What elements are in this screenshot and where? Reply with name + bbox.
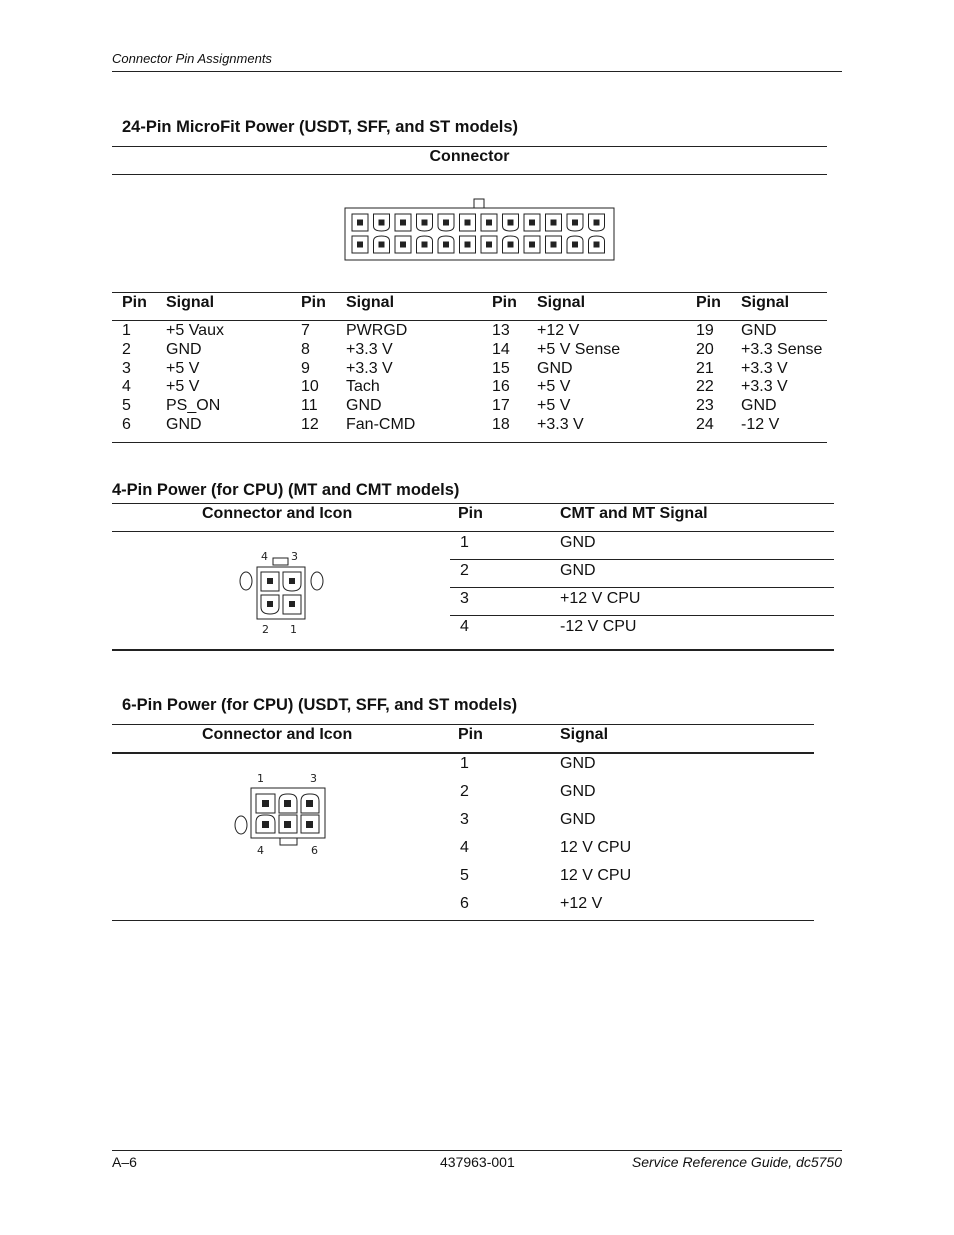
signal-column bbox=[166, 322, 224, 435]
table-rule bbox=[112, 649, 834, 651]
signal-value: +3.3 V bbox=[537, 415, 584, 433]
signal-value: +5 V bbox=[166, 359, 200, 377]
signal-value: +5 V Sense bbox=[537, 340, 621, 358]
section-title-24pin: 24-Pin MicroFit Power (USDT, SFF, and ST models) bbox=[122, 118, 519, 136]
table-rule bbox=[112, 503, 834, 504]
pin-number: 8 bbox=[301, 340, 310, 358]
pin-label: 4 bbox=[257, 844, 264, 857]
signal-value: +3.3 V bbox=[741, 378, 788, 396]
signal-value: +12 V CPU bbox=[560, 590, 641, 607]
pin-label: 1 bbox=[290, 623, 297, 636]
guide-title: Service Reference Guide, dc5750 bbox=[631, 1154, 842, 1170]
pin-number: 22 bbox=[696, 378, 714, 396]
row-rule bbox=[450, 559, 834, 560]
pin-contact bbox=[508, 220, 514, 226]
pin-number: 23 bbox=[696, 397, 714, 415]
pin-number: 2 bbox=[122, 340, 131, 358]
pin-contact bbox=[572, 220, 578, 226]
col-header-connector: Connector and Icon bbox=[202, 505, 353, 522]
pin-contact bbox=[400, 220, 406, 226]
pin-contact bbox=[508, 242, 514, 248]
col-header-pin: Pin bbox=[458, 726, 483, 743]
signal-value: GND bbox=[560, 783, 596, 800]
signal-value: +12 V bbox=[560, 895, 603, 912]
signal-column bbox=[741, 322, 822, 435]
pin-contact bbox=[486, 220, 492, 226]
row-rule bbox=[450, 615, 834, 616]
pin-number: 3 bbox=[122, 359, 131, 377]
pin-contact bbox=[594, 220, 600, 226]
pin-contact bbox=[357, 220, 363, 226]
signal-value: GND bbox=[346, 397, 382, 415]
footer-rule bbox=[112, 1150, 842, 1151]
pin-number: 13 bbox=[492, 322, 510, 339]
col-header-signal: Signal bbox=[560, 726, 609, 743]
pin-label: 3 bbox=[291, 550, 298, 563]
pin-label: 4 bbox=[261, 550, 268, 563]
pin-contact bbox=[443, 220, 449, 226]
signal-value: +3.3 V bbox=[346, 340, 393, 358]
col-header-pin: Pin bbox=[696, 294, 721, 311]
pin-number: 2 bbox=[460, 562, 469, 579]
signal-value: GND bbox=[537, 359, 573, 377]
signal-value: PS_ON bbox=[166, 397, 221, 415]
pin-number: 10 bbox=[301, 378, 319, 396]
connector-24pin-diagram bbox=[344, 197, 616, 263]
running-head: Connector Pin Assignments bbox=[112, 51, 272, 66]
pin-contact bbox=[486, 242, 492, 248]
signal-value: GND bbox=[560, 562, 596, 579]
signal-value: GND bbox=[741, 397, 777, 415]
pin-number: 4 bbox=[460, 618, 469, 635]
pin-number: 7 bbox=[301, 322, 310, 339]
pin-label: 2 bbox=[262, 623, 269, 636]
table-rule bbox=[112, 442, 827, 443]
page-number: A–6 bbox=[112, 1154, 137, 1170]
pin-number: 18 bbox=[492, 415, 510, 433]
signal-value: +3.3 V bbox=[346, 359, 393, 377]
pin-number: 1 bbox=[460, 534, 469, 551]
col-header-connector: Connector and Icon bbox=[202, 726, 353, 743]
pin-number: 3 bbox=[460, 811, 469, 828]
col-header-signal: CMT and MT Signal bbox=[560, 505, 708, 522]
signal-value: +5 V bbox=[537, 378, 571, 396]
section-title-6pin: 6-Pin Power (for CPU) (USDT, SFF, and ST models) bbox=[122, 696, 518, 714]
pin-contact bbox=[551, 242, 557, 248]
pin-contact bbox=[594, 242, 600, 248]
row-rule bbox=[450, 587, 834, 588]
signal-column bbox=[346, 322, 415, 435]
pin-number: 24 bbox=[696, 415, 714, 433]
connector-4pin-icon bbox=[236, 548, 328, 638]
pin-number: 15 bbox=[492, 359, 510, 377]
header-rule bbox=[112, 71, 842, 72]
pin-number: 1 bbox=[122, 322, 131, 339]
col-header-signal: Signal bbox=[537, 294, 586, 311]
pin-contact bbox=[422, 220, 428, 226]
col-header-pin: Pin bbox=[122, 294, 147, 311]
pin-contact bbox=[443, 242, 449, 248]
pin-contact bbox=[551, 220, 557, 226]
col-header-signal: Signal bbox=[346, 294, 395, 311]
pin-number: 3 bbox=[460, 590, 469, 607]
signal-value: +3.3 Sense bbox=[741, 340, 823, 358]
signal-value: GND bbox=[560, 534, 596, 551]
pin-number: 20 bbox=[696, 340, 714, 358]
signal-value: +5 Vaux bbox=[166, 322, 224, 339]
pin-contact bbox=[379, 220, 385, 226]
pin-contact bbox=[465, 242, 471, 248]
pin-contact bbox=[400, 242, 406, 248]
part-number: 437963-001 bbox=[440, 1154, 515, 1170]
pin-number: 6 bbox=[460, 895, 469, 912]
pin-number: 5 bbox=[460, 867, 469, 884]
col-header-pin: Pin bbox=[301, 294, 326, 311]
signal-value: GND bbox=[560, 755, 596, 772]
pin-column bbox=[301, 322, 319, 435]
pin-number: 19 bbox=[696, 322, 714, 339]
pin-number: 21 bbox=[696, 359, 714, 377]
pin-number: 17 bbox=[492, 397, 510, 415]
signal-value: PWRGD bbox=[346, 322, 408, 339]
pin-contact bbox=[529, 242, 535, 248]
pin-number: 9 bbox=[301, 359, 310, 377]
table-rule bbox=[112, 320, 827, 321]
table-rule bbox=[112, 146, 827, 147]
pin-number: 4 bbox=[460, 839, 469, 856]
table-rule bbox=[112, 292, 827, 293]
col-header-pin: Pin bbox=[492, 294, 517, 311]
pin-column bbox=[122, 322, 131, 435]
pin-contact bbox=[357, 242, 363, 248]
signal-value: GND bbox=[166, 415, 202, 433]
signal-column bbox=[537, 322, 620, 435]
pin-contact bbox=[465, 220, 471, 226]
pin-number: 14 bbox=[492, 340, 510, 358]
pin-contact bbox=[422, 242, 428, 248]
pin-number: 1 bbox=[460, 755, 469, 772]
pin-column bbox=[492, 322, 510, 435]
col-header-signal: Signal bbox=[741, 294, 790, 311]
pin-number: 12 bbox=[301, 415, 319, 433]
table-rule bbox=[112, 531, 834, 532]
pin-number: 16 bbox=[492, 378, 510, 396]
signal-value: Fan-CMD bbox=[346, 415, 416, 433]
table-rule bbox=[112, 752, 814, 754]
connector-header: Connector bbox=[429, 148, 510, 165]
section-title-4pin: 4-Pin Power (for CPU) (MT and CMT models) bbox=[112, 481, 460, 499]
pin-number: 6 bbox=[122, 415, 131, 433]
table-rule bbox=[112, 174, 827, 175]
pin-column bbox=[696, 322, 714, 435]
table-rule bbox=[112, 920, 814, 921]
col-header-signal: Signal bbox=[166, 294, 215, 311]
signal-value: Tach bbox=[346, 378, 380, 396]
pin-number: 4 bbox=[122, 378, 131, 396]
signal-value: -12 V CPU bbox=[560, 618, 637, 635]
signal-value: GND bbox=[560, 811, 596, 828]
signal-value: +3.3 V bbox=[741, 359, 788, 377]
signal-value: +5 V bbox=[166, 378, 200, 396]
signal-value: +12 V bbox=[537, 322, 580, 339]
col-header-pin: Pin bbox=[458, 505, 483, 522]
pin-number: 11 bbox=[301, 397, 318, 415]
table-rule bbox=[112, 724, 814, 725]
pin-number: 2 bbox=[460, 783, 469, 800]
signal-value: GND bbox=[166, 340, 202, 358]
pin-contact bbox=[379, 242, 385, 248]
signal-value: +5 V bbox=[537, 397, 571, 415]
signal-value: 12 V CPU bbox=[560, 867, 632, 884]
pin-label: 1 bbox=[257, 772, 264, 785]
signal-value: 12 V CPU bbox=[560, 839, 632, 856]
pin-contact bbox=[572, 242, 578, 248]
pin-label: 3 bbox=[310, 772, 317, 785]
pin-contact bbox=[529, 220, 535, 226]
signal-value: GND bbox=[741, 322, 777, 339]
signal-value: -12 V bbox=[741, 415, 780, 433]
connector-6pin-icon bbox=[230, 768, 330, 860]
pin-label: 6 bbox=[311, 844, 318, 857]
pin-number: 5 bbox=[122, 397, 131, 415]
